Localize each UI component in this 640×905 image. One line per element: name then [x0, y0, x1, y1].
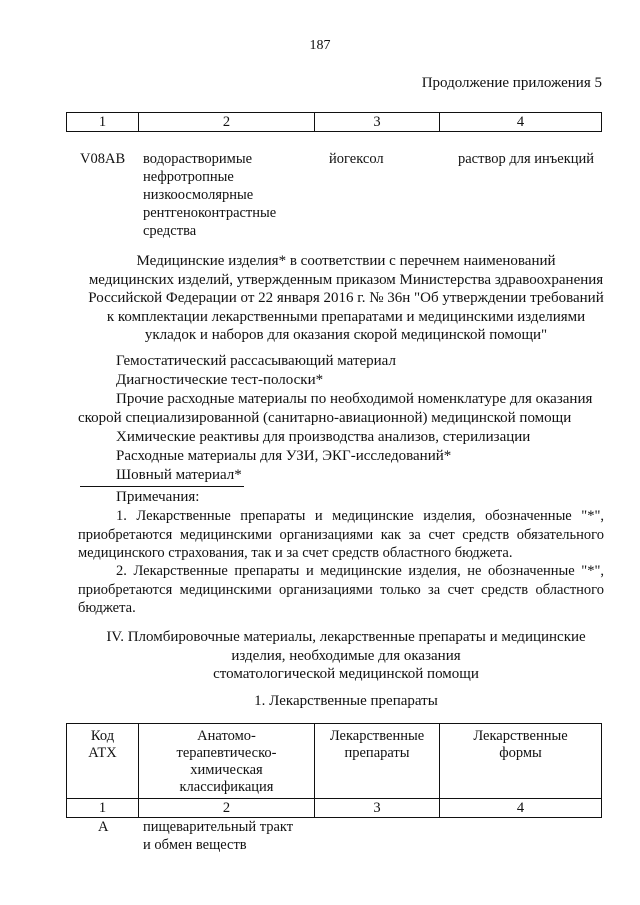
section-title-line: стоматологической медицинской помощи — [213, 666, 479, 682]
table2-header-drugs: Лекарственные препараты — [315, 724, 440, 799]
classification-line: низкоосмолярные — [143, 187, 254, 203]
table2-number-col4: 4 — [440, 799, 602, 818]
appendix-continuation: Продолжение приложения 5 — [421, 75, 602, 91]
table1-classification — [143, 150, 276, 240]
material-item: Шовный материал* — [116, 467, 242, 483]
classification-line: пищеварительный тракт — [143, 819, 294, 835]
table1-form: раствор для инъекций — [458, 151, 595, 167]
table2-number-col3: 3 — [315, 799, 440, 818]
notes-title: Примечания: — [116, 489, 200, 505]
material-item: Прочие расходные материалы по необходимой номенклатуре для оказания — [116, 391, 593, 407]
medical-devices-heading — [66, 252, 626, 345]
table1-header-col2: 2 — [139, 113, 315, 132]
section-title-line: изделия, необходимые для оказания — [231, 647, 461, 664]
classification-line: рентгеноконтрастные — [143, 205, 277, 221]
table2-classification — [143, 818, 293, 854]
table1-header-col3: 3 — [315, 113, 440, 132]
classification-line: нефротропные — [143, 169, 234, 185]
section-title-line: IV. Пломбировочные материалы, лекарственные препараты и медицинские — [106, 629, 586, 645]
classification-line: водорастворимые — [143, 151, 253, 167]
material-item: Расходные материалы для УЗИ, ЭКГ-исследований* — [116, 448, 452, 464]
classification-line: средства — [143, 223, 197, 239]
table2-header-classification: Анатомо-терапевтическо-химическая классификация — [139, 724, 315, 799]
page-number: 187 — [309, 38, 331, 53]
note-1: 1. Лекарственные препараты и медицинские изделия, обозначенные "*", приобретаются медицинскими организациями как за счет средств обязательного медицинского страхования, так и за счет средств областного бюджета. — [78, 508, 604, 561]
material-item: Химические реактивы для производства анализов, стерилизации — [116, 429, 531, 445]
table1-header-col1: 1 — [67, 113, 139, 132]
table1-code: V08AB — [80, 151, 126, 167]
table2-number-col1: 1 — [67, 799, 139, 818]
table2 — [66, 723, 602, 818]
section4-title — [66, 628, 626, 684]
table2-number-col2: 2 — [139, 799, 315, 818]
note-2: 2. Лекарственные препараты и медицинские изделия, не обозначенные "*", приобретаются медицинскими организациями только за счет средств областного бюджета. — [78, 563, 604, 616]
table2-header-forms: Лекарственные формы — [440, 724, 602, 799]
heading-line: Российской Федерации от 22 января 2016 г. № 36н "Об утверждении требований — [88, 290, 604, 306]
table1-header — [66, 112, 602, 132]
heading-line: Медицинские изделия* в соответствии с перечнем наименований — [136, 253, 556, 269]
table2-header-code: Код АТХ — [67, 724, 139, 799]
material-item-continuation: скорой специализированной (санитарно-авиационной) медицинской помощи — [78, 410, 572, 426]
table1-header-col4: 4 — [440, 113, 602, 132]
section4-subtitle: 1. Лекарственные препараты — [254, 693, 438, 709]
heading-line: укладок и наборов для оказания скорой медицинской помощи" — [144, 327, 548, 343]
table2-code: А — [98, 819, 109, 835]
material-item: Гемостатический рассасывающий материал — [116, 353, 396, 369]
classification-line: и обмен веществ — [143, 837, 247, 853]
heading-line: медицинских изделий, утвержденным приказом Министерства здравоохранения — [88, 271, 604, 288]
heading-line: к комплектации лекарственными препаратами и медицинскими изделиями — [106, 308, 586, 325]
material-item: Диагностические тест-полоски* — [116, 372, 324, 388]
table1-drug: йогексол — [329, 151, 384, 167]
footnote-divider — [80, 486, 244, 487]
